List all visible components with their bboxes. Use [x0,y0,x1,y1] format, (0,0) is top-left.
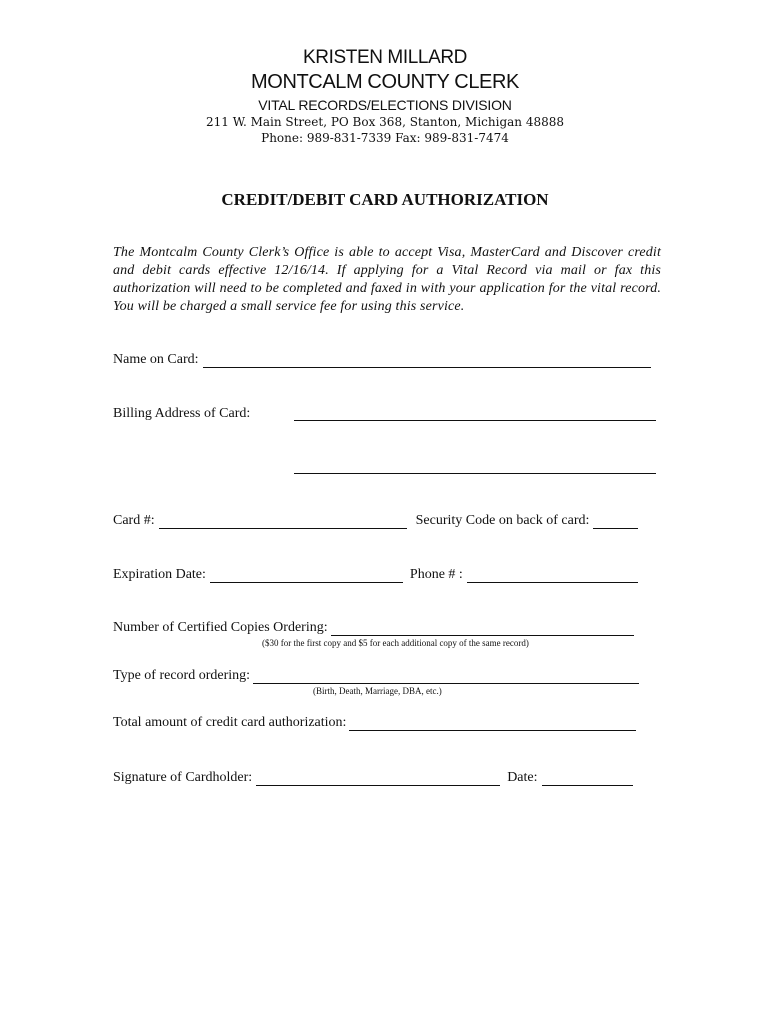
expiration-field[interactable] [210,568,403,583]
date-label: Date: [507,770,538,785]
form-title: CREDIT/DEBIT CARD AUTHORIZATION [221,190,549,209]
card-number-field[interactable] [159,514,407,529]
copies-row [113,620,634,636]
expiration-label: Expiration Date: [113,567,206,582]
office-name: MONTCALM COUNTY CLERK [251,71,519,93]
copies-label: Number of Certified Copies Ordering: [113,620,328,635]
total-label: Total amount of credit card authorization: [113,715,347,730]
division-name: VITAL RECORDS/ELECTIONS DIVISION [258,97,512,113]
security-code-field[interactable] [593,514,638,529]
signature-field[interactable] [256,771,500,786]
copies-note: ($30 for the first copy and $5 for each additional copy of the same record) [262,638,529,648]
office-contact: Phone: 989-831-7339 Fax: 989-831-7474 [261,131,509,145]
billing-address-field-2[interactable] [294,473,656,474]
date-field[interactable] [542,771,633,786]
record-type-row [113,668,639,684]
total-row [113,715,636,731]
billing-label: Billing Address of Card: [113,406,251,421]
card-row [113,513,638,529]
total-field[interactable] [349,716,636,731]
copies-field[interactable] [331,621,634,636]
name-field[interactable] [203,353,651,368]
security-label: Security Code on back of card: [415,513,590,528]
billing-row [113,406,250,422]
name-row [113,352,651,368]
record-type-note: (Birth, Death, Marriage, DBA, etc.) [313,686,442,696]
expiration-row [113,567,638,583]
phone-field[interactable] [467,568,638,583]
office-address: 211 W. Main Street, PO Box 368, Stanton, Michigan 48888 [205,115,565,129]
intro-paragraph: The Montcalm County Clerk’s Office is able to accept Visa, MasterCard and Discover credit and debit cards effective 12/16/14. If applying for a Vital Record via mail or fax this authorization will need to be completed and faxed in with your application for the vital record. You will be charged a small service fee for using this service. [113,245,661,314]
phone-label: Phone # : [409,567,463,582]
clerk-name: KRISTEN MILLARD [303,47,467,68]
record-type-field[interactable] [253,669,639,684]
card-label: Card #: [113,513,155,528]
billing-address-field-1[interactable] [294,420,656,421]
signature-label: Signature of Cardholder: [113,770,253,785]
record-type-label: Type of record ordering: [113,668,251,683]
signature-row [113,770,633,786]
name-label: Name on Card: [113,352,199,367]
